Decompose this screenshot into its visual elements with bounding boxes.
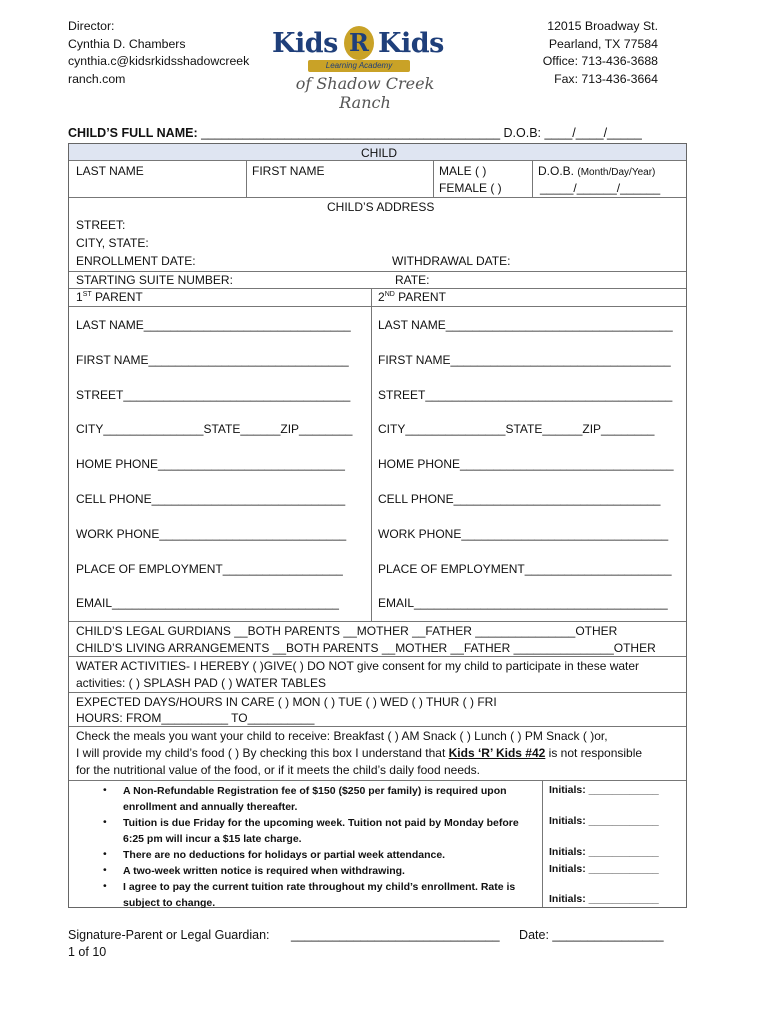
logo-r-badge: R	[344, 26, 374, 60]
center-office-phone: Office: 713-436-3688	[542, 54, 658, 68]
initials-2[interactable]: Initials: ____________	[549, 815, 659, 827]
first-parent-field[interactable]: CELL PHONE_____________________________	[76, 492, 346, 506]
enrollment-form	[68, 143, 687, 908]
child-street[interactable]: STREET:	[76, 218, 126, 232]
expected-days[interactable]: EXPECTED DAYS/HOURS IN CARE ( ) MON ( ) TUE ( ) WED ( ) THUR ( ) FRI	[76, 695, 497, 709]
care-hours[interactable]: HOURS: FROM__________ TO__________	[76, 711, 315, 725]
second-parent-field[interactable]: EMAIL______________________________________	[378, 596, 668, 611]
logo-word-left: Kids	[272, 28, 338, 59]
child-full-name-field[interactable]	[68, 126, 642, 140]
initials-3[interactable]: Initials: ____________	[549, 846, 659, 858]
child-dob-field[interactable]: _____/______/______	[540, 181, 661, 195]
signature-label: Signature-Parent or Legal Guardian:	[68, 928, 270, 942]
starting-suite-number[interactable]: STARTING SUITE NUMBER:	[76, 273, 233, 287]
child-dob-label	[538, 164, 655, 178]
child-city-state[interactable]: CITY, STATE:	[76, 236, 149, 250]
water-activity-options[interactable]: activities: ( ) SPLASH PAD ( ) WATER TABLES	[76, 676, 327, 690]
first-parent-field[interactable]: FIRST NAME______________________________	[76, 352, 349, 367]
center-city: Pearland, TX 77584	[548, 36, 658, 51]
signature-date-field[interactable]: Date: ________________	[519, 928, 664, 942]
meals-row	[69, 727, 686, 781]
water-activities-row	[69, 657, 686, 693]
child-first-name[interactable]: FIRST NAME	[252, 164, 325, 178]
first-parent-field[interactable]: HOME PHONE____________________________	[76, 457, 345, 472]
female-checkbox[interactable]: FEMALE ( )	[439, 181, 502, 195]
child-section-title: CHILD	[361, 146, 398, 160]
second-parent-field[interactable]: STREET_____________________________________	[378, 387, 673, 402]
policy-registration-fee: A Non-Refundable Registration fee of $150 ($250 per family) is required upon enrollment and annually thereafter.	[123, 785, 507, 813]
dob-format: (Month/Day/Year)	[577, 167, 656, 178]
first-parent-field[interactable]: EMAIL__________________________________	[76, 596, 339, 611]
second-parent-title: 2ND PARENT	[378, 290, 446, 304]
bullet-5: •	[103, 880, 107, 892]
child-full-name-label: CHILD’S FULL NAME:	[68, 126, 198, 140]
child-full-name-line[interactable]: ___________________________________________ D.O.B: ____/____/_____	[197, 126, 642, 140]
child-section-header	[69, 144, 686, 161]
child-name-row	[69, 161, 686, 198]
center-name: Kids ‘R’ Kids #42	[448, 746, 546, 760]
first-parent-field[interactable]: LAST NAME_______________________________	[76, 318, 351, 332]
first-parent-field[interactable]: WORK PHONE____________________________	[76, 526, 347, 541]
suite-rate-row	[69, 272, 686, 289]
director-label: Director:	[68, 19, 115, 33]
director-contact	[68, 18, 249, 88]
water-consent[interactable]: WATER ACTIVITIES- I HEREBY ( )GIVE( ) DO NOT give consent for my child to participate in these water	[76, 659, 640, 673]
center-street: 12015 Broadway St.	[547, 19, 658, 33]
own-food-text-end: is not responsible	[545, 746, 643, 760]
center-fax: Fax: 713-436-3664	[554, 71, 658, 86]
policy-withdrawal-notice: A two-week written notice is required when withdrawing.	[123, 865, 405, 877]
second-parent-field[interactable]: LAST NAME__________________________________	[378, 318, 673, 332]
policy-tuition-rate: I agree to pay the current tuition rate throughout my child’s enrollment. Rate is subject to change.	[123, 881, 516, 909]
policy-no-deductions: There are no deductions for holidays or partial week attendance.	[123, 849, 446, 861]
initials-4[interactable]: Initials: ____________	[549, 863, 659, 875]
policies-block	[69, 781, 686, 907]
bullet-3: •	[103, 848, 107, 860]
expected-days-row	[69, 693, 686, 727]
dob-label: D.O.B.	[538, 164, 575, 178]
first-parent-field[interactable]: PLACE OF EMPLOYMENT__________________	[76, 561, 343, 576]
second-parent-field[interactable]: HOME PHONE________________________________	[378, 457, 674, 472]
second-parent-field[interactable]: FIRST NAME_________________________________	[378, 352, 671, 367]
second-parent-field[interactable]: CELL PHONE_______________________________	[378, 492, 661, 506]
bullet-2: •	[103, 816, 107, 828]
nutrition-disclaimer: for the nutritional value of the food, or if it meets the child’s daily food needs.	[76, 763, 481, 777]
second-parent-field[interactable]: CITY_______________STATE______ZIP________	[378, 422, 655, 437]
logo-ribbon: Learning Academy	[308, 60, 410, 72]
center-contact	[543, 18, 658, 88]
director-email-part2: ranch.com	[68, 71, 126, 86]
director-name: Cynthia D. Chambers	[68, 36, 186, 51]
child-address-title: CHILD’S ADDRESS	[327, 200, 435, 214]
legal-guardians-row	[69, 622, 686, 657]
logo-subtitle: of Shadow Creek Ranch	[295, 74, 435, 112]
parents-block	[69, 289, 686, 622]
male-checkbox[interactable]: MALE ( )	[439, 164, 487, 178]
kids-r-kids-logo	[268, 24, 458, 112]
meal-options[interactable]: Check the meals you want your child to receive: Breakfast ( ) AM Snack ( ) Lunch ( ) PM Snack ( )or,	[76, 729, 608, 743]
second-parent-field[interactable]: PLACE OF EMPLOYMENT______________________	[378, 561, 672, 576]
child-address-block	[69, 198, 686, 272]
child-last-name[interactable]: LAST NAME	[76, 164, 144, 178]
living-arrangements[interactable]: CHILD’S LIVING ARRANGEMENTS __BOTH PARENTS __MOTHER __FATHER _______________OTHER	[76, 641, 656, 655]
bullet-1: •	[103, 784, 107, 796]
first-parent-field[interactable]: CITY_______________STATE______ZIP________	[76, 422, 353, 437]
second-parent-field[interactable]: WORK PHONE_______________________________	[378, 526, 669, 541]
own-food-text: I will provide my child’s food ( ) By checking this box I understand that	[76, 746, 449, 760]
own-food-option[interactable]	[76, 746, 642, 760]
bullet-4: •	[103, 864, 107, 876]
initials-1[interactable]: Initials: ____________	[549, 784, 659, 796]
director-email-part1: cynthia.c@kidsrkidsshadowcreek	[68, 54, 250, 68]
signature-line	[68, 928, 664, 942]
logo-word-right: Kids	[378, 28, 444, 59]
first-parent-title: 1ST PARENT	[76, 290, 143, 304]
initials-5[interactable]: Initials: ____________	[549, 893, 659, 905]
page-number: 1 of 10	[68, 945, 107, 959]
policy-tuition-due: Tuition is due Friday for the upcoming week. Tuition not paid by Monday before 6:25 pm will incur a $15 late charge.	[123, 817, 519, 845]
first-parent-field[interactable]: STREET__________________________________	[76, 387, 351, 402]
enrollment-date[interactable]: ENROLLMENT DATE:	[76, 254, 196, 268]
rate-field[interactable]: RATE:	[395, 273, 430, 287]
withdrawal-date[interactable]: WITHDRAWAL DATE:	[392, 254, 511, 268]
signature-field[interactable]: ______________________________	[291, 928, 500, 942]
legal-guardians[interactable]: CHILD’S LEGAL GURDIANS __BOTH PARENTS __MOTHER __FATHER _______________OTHER	[76, 624, 618, 638]
